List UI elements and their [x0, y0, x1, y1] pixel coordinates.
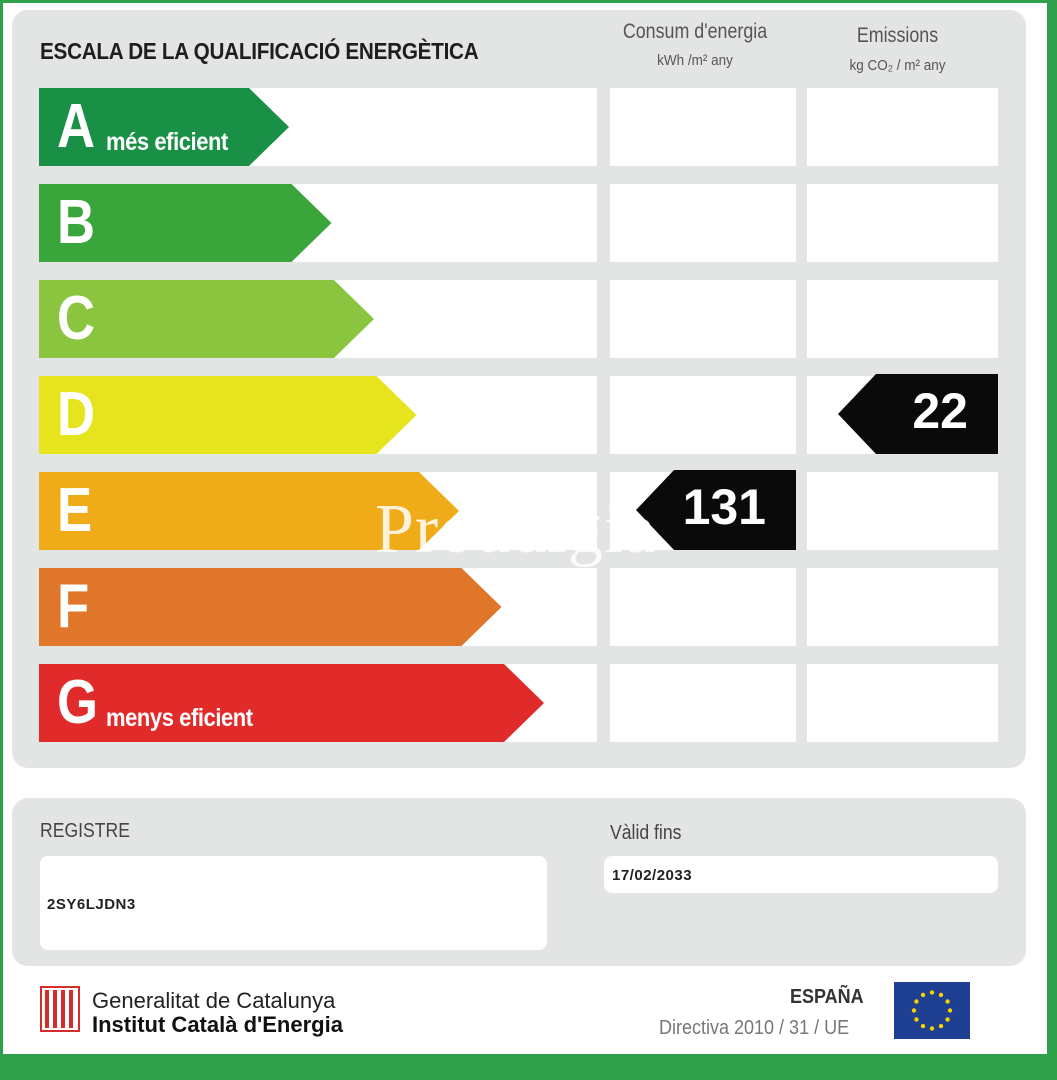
- eu-star: [930, 1026, 934, 1030]
- eu-flag-icon: [894, 982, 970, 1039]
- class-arrow-b: [39, 184, 332, 262]
- emissions-rating-tag: [838, 374, 998, 454]
- org-name: Generalitat de Catalunya: [92, 988, 336, 1013]
- class-letter: G: [57, 668, 98, 737]
- class-letter: E: [57, 476, 93, 545]
- emissions-cell-e: [807, 472, 998, 550]
- emissions-cell-f: [807, 568, 998, 646]
- class-arrow-a: [39, 88, 289, 166]
- valid-value: 17/02/2033: [612, 867, 693, 884]
- consum-cell-a: [610, 88, 796, 166]
- class-letter: B: [57, 188, 96, 257]
- eu-star: [945, 1017, 949, 1021]
- catalonia-emblem-icon: [40, 986, 80, 1032]
- class-arrow-f: [39, 568, 502, 646]
- consum-cell-b: [610, 184, 796, 262]
- class-arrow-g: [39, 664, 544, 742]
- registre-label: REGISTRE: [40, 820, 130, 842]
- emissions-cell-b: [807, 184, 998, 262]
- eu-star: [939, 993, 943, 997]
- consum-cell-f: [610, 568, 796, 646]
- eu-star: [914, 999, 918, 1003]
- directive-label: Directiva 2010 / 31 / UE: [659, 1017, 850, 1039]
- emissions-cell-a: [807, 88, 998, 166]
- watermark: Proudigia: [375, 491, 657, 568]
- consum-rating-tag: [636, 470, 796, 550]
- country-label: ESPAÑA: [790, 986, 864, 1008]
- emissions-column-title: Emissions: [856, 24, 939, 47]
- consum-rating-value: 131: [682, 479, 766, 535]
- class-letter: C: [57, 284, 96, 353]
- consum-cell-g: [610, 664, 796, 742]
- consum-column-title: Consum d'energia: [622, 20, 768, 43]
- eu-star: [939, 1024, 943, 1028]
- class-sublabel: menys eficient: [106, 704, 253, 732]
- eu-star: [948, 1008, 952, 1012]
- consum-cell-c: [610, 280, 796, 358]
- eu-star: [912, 1008, 916, 1012]
- class-arrow-d: [39, 376, 417, 454]
- class-letter: D: [57, 380, 96, 449]
- consum-column-unit: kWh /m² any: [657, 52, 733, 69]
- emissions-cell-c: [807, 280, 998, 358]
- class-letter: F: [57, 572, 90, 641]
- eu-star: [930, 990, 934, 994]
- eu-star: [914, 1017, 918, 1021]
- institute-name: Institut Català d'Energia: [92, 1012, 343, 1037]
- class-letter: A: [57, 92, 96, 161]
- emissions-cell-g: [807, 664, 998, 742]
- scale-title: ESCALA DE LA QUALIFICACIÓ ENERGÈTICA: [40, 38, 479, 64]
- registre-value: 2SY6LJDN3: [47, 896, 136, 913]
- emissions-rating-value: 22: [912, 383, 968, 439]
- emissions-column-unit: kg CO₂ / m² any: [849, 57, 946, 74]
- consum-cell-d: [610, 376, 796, 454]
- class-sublabel: més eficient: [106, 128, 228, 156]
- valid-label: Vàlid fins: [610, 822, 682, 844]
- eu-star: [945, 999, 949, 1003]
- eu-star: [921, 1024, 925, 1028]
- eu-star: [921, 993, 925, 997]
- class-arrow-c: [39, 280, 374, 358]
